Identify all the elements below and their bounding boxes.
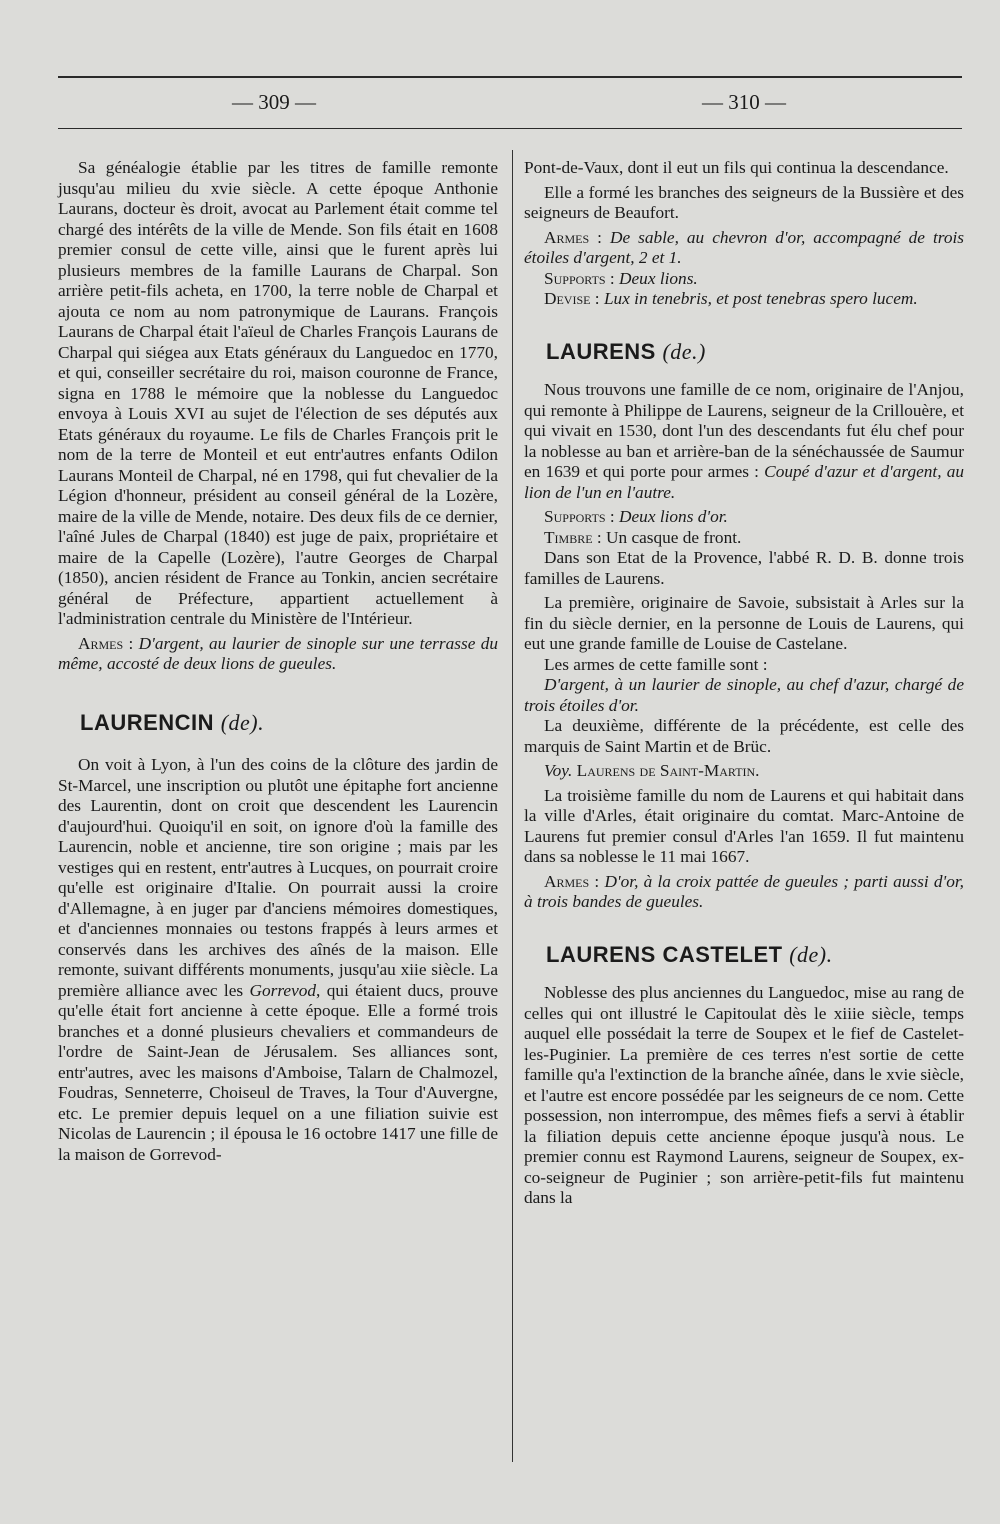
voy-paragraph <box>524 761 964 782</box>
laurencin-text-b: , qui étaient ducs, prouve qu'elle était fort ancienne à cette époque. Elle a formé trois branches et a donné plusieurs chevaliers et commandeurs de l'ordre de Saint-Jean de Jérusalem. Ses alliances sont, entr'autres, avec les maisons d'Amboise, Talarn de Chalmozel, Foudras, Senneterre, Choiseul de Traves, la Tour d'Auvergne, etc. Le premier depuis lequel on a une filiation suivie est Nicolas de Laurencin ; il épousa le 16 octobre 1417 une fille de la maison de Gorrevod- <box>58 980 498 1164</box>
pont-de-vaux-paragraph: Pont-de-Vaux, dont il eut un fils qui continua la descendance. <box>524 158 949 177</box>
heading-particle: (de.) <box>662 338 706 364</box>
savoie-paragraph: La première, originaire de Savoie, subsistait à Arles sur la fin du siècle dernier, en la personne de Louis de Laurens, qui eut une grande famille de Louise de Castelane. <box>524 593 964 653</box>
devise-label: Devise : <box>544 289 600 308</box>
right-page-number: — 310 — <box>702 90 786 114</box>
heading-name: LAURENCIN <box>80 709 215 735</box>
charpal-genealogy-paragraph: Sa généalogie établie par les titres de famille remonte jusqu'au milieu du xvie siècle. A cette époque Anthonie Laurans, docteur ès droit, avocat au Parlement était comme tel chargé des intérêts de la ville de Mende. Son fils était en 1608 premier consul de cette ville, ainsi que le furent après lui plusieurs membres de la famille Laurans de Charpal. Son arrière petit-fils acheta, en 1700, la terre noble de Charpal et ajouta ce nom au nom patronymique de Laurans. François Laurans de Charpal était l'aïeul de Charles François Laurans de Charpal qui siégea aux Etats généraux du Languedoc en 1770, et qui, conseiller secrétaire du roi, maison couronne de France, signa en 1788 le mémoire que la noblesse du Languedoc envoya à Louis XVI au sujet de l'élection de ses députés aux Etats généraux du royaume. Le fils de Charles François prit le nom de la terre de Monteil et eut entr'autres enfants Odilon Laurans Monteil de Charpal, né en 1798, qui fut chevalier de la Légion d'honneur, président au conseil général de la Lozère, maire de la ville de Mende, notaire. Des deux fils de ce dernier, l'aîné Jules de Charpal (1840) est juge de paix, propriétaire et maire de la Capelle (Lozère), l'autre Georges de Charpal (1850), ancien résident de France au Tonkin, ancien secrétaire général de Préfecture, appartient actuellement à l'administration centrale du Ministère de l'Intérieur. <box>58 158 498 628</box>
timbre-paragraph <box>524 528 964 549</box>
header-rule <box>58 128 962 129</box>
castelet-paragraph: Noblesse des plus anciennes du Languedoc, mise au rang de celles qui ont illustré le Capitoulat dès le xiiie siècle, temps auquel elle possédait la terre de Soupex et le fief de Castelet-les-Puginier. La première de ces terres n'est sortie de cette famille qu'a l'extinction de la branche aînée, dans le xvie siècle, et l'autre est encore possédée par les seigneurs de ce nom. Cette possession, non interrompue, des mêmes fiefs a servi à établir la filiation depuis cette ancienne époque jusqu'à nous. Le premier connu est Raymond Laurens, seigneur de Soupex, ex-co-seigneur de Puginier ; son arrière-petit-fils fut maintenu dans la <box>524 983 964 1207</box>
supports2-paragraph <box>524 507 964 528</box>
heading-particle: (de). <box>220 709 265 735</box>
arms-label: Armes : <box>544 871 600 891</box>
left-page-number: — 309 — <box>232 90 316 114</box>
laurencin-paragraph <box>58 755 498 1165</box>
timbre-label: Timbre : <box>544 527 602 547</box>
gorrevod-name: Gorrevod <box>249 980 317 1000</box>
laurens-castelet-heading <box>524 941 964 967</box>
savoie-arms-paragraph: D'argent, à un laurier de sinople, au chef d'azur, chargé de trois étoiles d'or. <box>524 675 964 715</box>
laurencin-heading <box>58 709 498 735</box>
right-column <box>524 158 964 1209</box>
supports-label: Supports : <box>544 268 615 288</box>
armes-paragraph <box>524 228 964 269</box>
charpal-arms-paragraph <box>58 634 498 675</box>
supports-label: Supports : <box>544 507 615 526</box>
devise-text: Lux in tenebris, et post tenebras spero lucem. <box>603 289 918 308</box>
anjou-paragraph <box>524 380 964 503</box>
supports-text: Deux lions d'or. <box>619 507 728 526</box>
devise-paragraph <box>524 289 964 310</box>
supports-text: Deux lions. <box>619 268 698 288</box>
saint-martin-paragraph: La deuxième, différente de la précédente, est celle des marquis de Saint Martin et de Brüc. <box>524 716 964 756</box>
laurens-heading <box>524 338 964 364</box>
column-divider <box>512 150 513 1462</box>
arms-text: De sable, au chevron d'or, accompagné de trois étoiles d'argent, 2 et 1. <box>524 227 964 267</box>
voy-text: Laurens de Saint-Martin. <box>576 761 760 780</box>
heading-name: LAURENS CASTELET <box>546 941 783 967</box>
arms-label: Armes : <box>544 227 602 247</box>
voy-label: Voy. <box>544 761 573 780</box>
branches-paragraph: Elle a formé les branches des seigneurs de la Bussière et des seigneurs de Beaufort. <box>524 182 964 222</box>
heading-particle: (de). <box>789 941 833 967</box>
provence-paragraph: Dans son Etat de la Provence, l'abbé R. D. B. donne trois familles de Laurens. <box>524 548 964 588</box>
arms-label: Armes : <box>78 633 134 653</box>
left-column <box>58 158 498 1165</box>
timbre-text: Un casque de front. <box>606 527 742 547</box>
armes-intro-paragraph: Les armes de cette famille sont : <box>544 654 768 674</box>
heading-name: LAURENS <box>546 338 656 364</box>
arms-text: D'or, à la croix pattée de gueules ; parti aussi d'or, à trois bandes de gueules. <box>524 871 964 911</box>
anjou-text: Nous trouvons une famille de ce nom, originaire de l'Anjou, qui remonte à Philippe de Laurens, seigneur de la Crillouère, et qui vivait en 1530, dont l'un des descendants fut élu chef pour la noblesse au ban et arrière-ban de la sénéchaussée de Saumur en 1639 et qui porte pour armes : <box>524 380 964 481</box>
arms-text: D'argent, au laurier de sinople sur une terrasse du même, accosté de deux lions de gueules. <box>58 633 498 673</box>
supports-paragraph <box>524 269 964 290</box>
arles-paragraph: La troisième famille du nom de Laurens et qui habitait dans la ville d'Arles, était originaire du comtat. Marc-Antoine de Laurens fut premier consul d'Arles l'an 1659. Il fut maintenu dans sa noblesse le 11 mai 1667. <box>524 785 964 866</box>
top-rule <box>58 76 962 78</box>
laurencin-text-a: On voit à Lyon, à l'un des coins de la clôture des jardin de St-Marcel, une inscription ou plutôt une épitaphe fort ancienne des Laurentin, dont on croit que descendent les Laurencin d'aujourd'hui. Quoiqu'il en soit, on ignore d'où la famille des Laurencin, noble et ancienne, tire son origine ; mais par les vestiges qui en restent, entr'autres à Lucques, on pourrait croire qu'elle est originaire d'Italie. On pourrait aussi la croire d'Allemagne, à en juger par d'anciens mémoires domestiques, et d'anciennes monnaies ou testons frappés à leurs armes et conservés dans les archives des aînés de la maison. Elle remonte, suivant différents monuments, jusqu'au xiie siècle. La première alliance avec les <box>58 755 498 1000</box>
arles-arms-paragraph <box>524 872 964 913</box>
anjou-arms: Coupé d'azur et d'argent, au lion de l'un en l'autre. <box>524 462 964 502</box>
